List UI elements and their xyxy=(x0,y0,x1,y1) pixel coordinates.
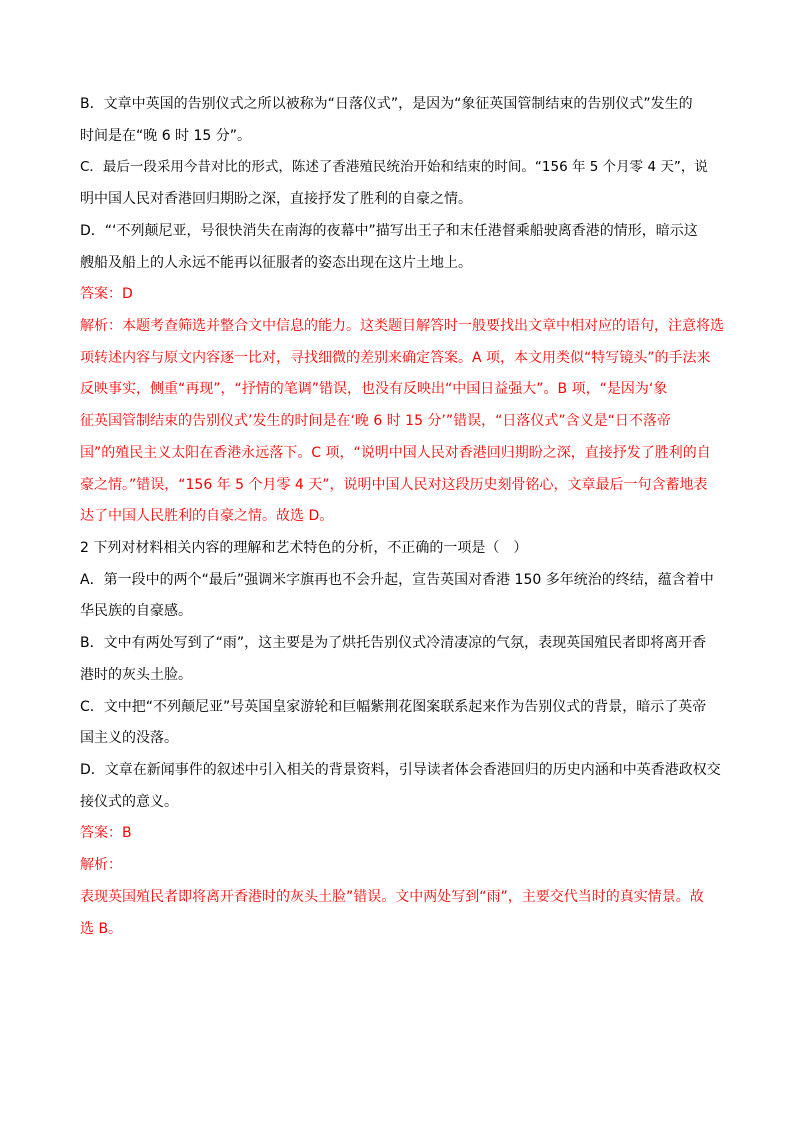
analysis-1-line-3: 反映事实，侧重“再现”，“抒情的笔调”错误，也没有反映出“中国日益强大”。B 项，“是因为‘象 xyxy=(80,381,668,397)
option-c-line-1: C．最后一段采用今昔对比的形式，陈述了香港殖民统治开始和结束的时间。“156 年 5 个月零 4 天”，说 xyxy=(80,159,708,175)
option-c-line-2: 明中国人民对香港回归期盼之深，直接抒发了胜利的自豪之情。 xyxy=(80,191,472,207)
q2-option-a-line-2: 华民族的自豪感。 xyxy=(80,603,192,619)
option-d-line-1: D．“‘不列颠尼亚，号很快消失在南海的夜幕中”描写出王子和末任港督乘船驶离香港的情形，暗示这 xyxy=(80,223,698,239)
option-b-line-1: B．文章中英国的告别仪式之所以被称为“日落仪式”，是因为“象征英国管制结束的告别仪式”发生的 xyxy=(80,96,693,112)
answer-1: 答案：D xyxy=(80,286,133,302)
q2-option-c-line-1: C．文中把“不列颠尼亚”号英国皇家游轮和巨幅紫荆花图案联系起来作为告别仪式的背景，暗示了英帝 xyxy=(80,699,707,715)
answer-2: 答案：B xyxy=(80,825,132,841)
analysis-1-line-5: 国”的殖民主义太阳在香港永远落下。C 项，“说明中国人民对香港回归期盼之深，直接抒发了胜利的自 xyxy=(80,445,711,461)
q2-option-b-line-2: 港时的灰头土脸。 xyxy=(80,667,192,683)
option-d-line-2: 艘船及船上的人永远不能再以征服者的姿态出现在这片土地上。 xyxy=(80,255,472,271)
option-b-line-2: 时间是在“晚 6 时 15 分”。 xyxy=(80,128,252,144)
question-2-stem: 2 下列对材料相关内容的理解和艺术特色的分析，不正确的一项是（ ） xyxy=(80,540,528,556)
q2-option-b-line-1: B．文中有两处写到了“雨”，这主要是为了烘托告别仪式冷清凄凉的气氛，表现英国殖民者即将离开香 xyxy=(80,635,707,651)
analysis-1-line-7: 达了中国人民胜利的自豪之情。故选 D。 xyxy=(80,508,334,524)
analysis-1-line-4: 征英国管制结束的告别仪式’发生的时间是在‘晚 6 时 15 分’”错误，“日落仪式”含义是“日不落帝 xyxy=(80,413,671,429)
analysis-1-line-1: 解析：本题考查筛选并整合文中信息的能力。这类题目解答时一般要找出文章中相对应的语句，注意将选 xyxy=(80,318,724,334)
q2-option-d-line-1: D．文章在新闻事件的叙述中引入相关的背景资料，引导读者体会香港回归的历史内涵和中英香港政权交 xyxy=(80,762,721,778)
analysis-1-line-2: 项转述内容与原文内容逐一比对，寻找细微的差别来确定答案。A 项，本文用类似“特写镜头”的手法来 xyxy=(80,350,711,366)
analysis-2-label: 解析： xyxy=(80,857,122,873)
q2-option-a-line-1: A．第一段中的两个“最后”强调米字旗再也不会升起，宣告英国对香港 150 多年统治的终结，蕴含着中 xyxy=(80,572,714,588)
analysis-2-line-1: 表现英国殖民者即将离开香港时的灰头土脸”错误。文中两处写到“雨”，主要交代当时的真实情景。故 xyxy=(80,889,704,905)
analysis-1-line-6: 豪之情。”错误，“156 年 5 个月零 4 天”，说明中国人民对这段历史刻骨铭心，文章最后一句含蓄地表 xyxy=(80,477,708,493)
q2-option-c-line-2: 国主义的没落。 xyxy=(80,730,178,746)
analysis-2-line-2: 选 B。 xyxy=(80,921,123,937)
q2-option-d-line-2: 接仪式的意义。 xyxy=(80,794,178,810)
